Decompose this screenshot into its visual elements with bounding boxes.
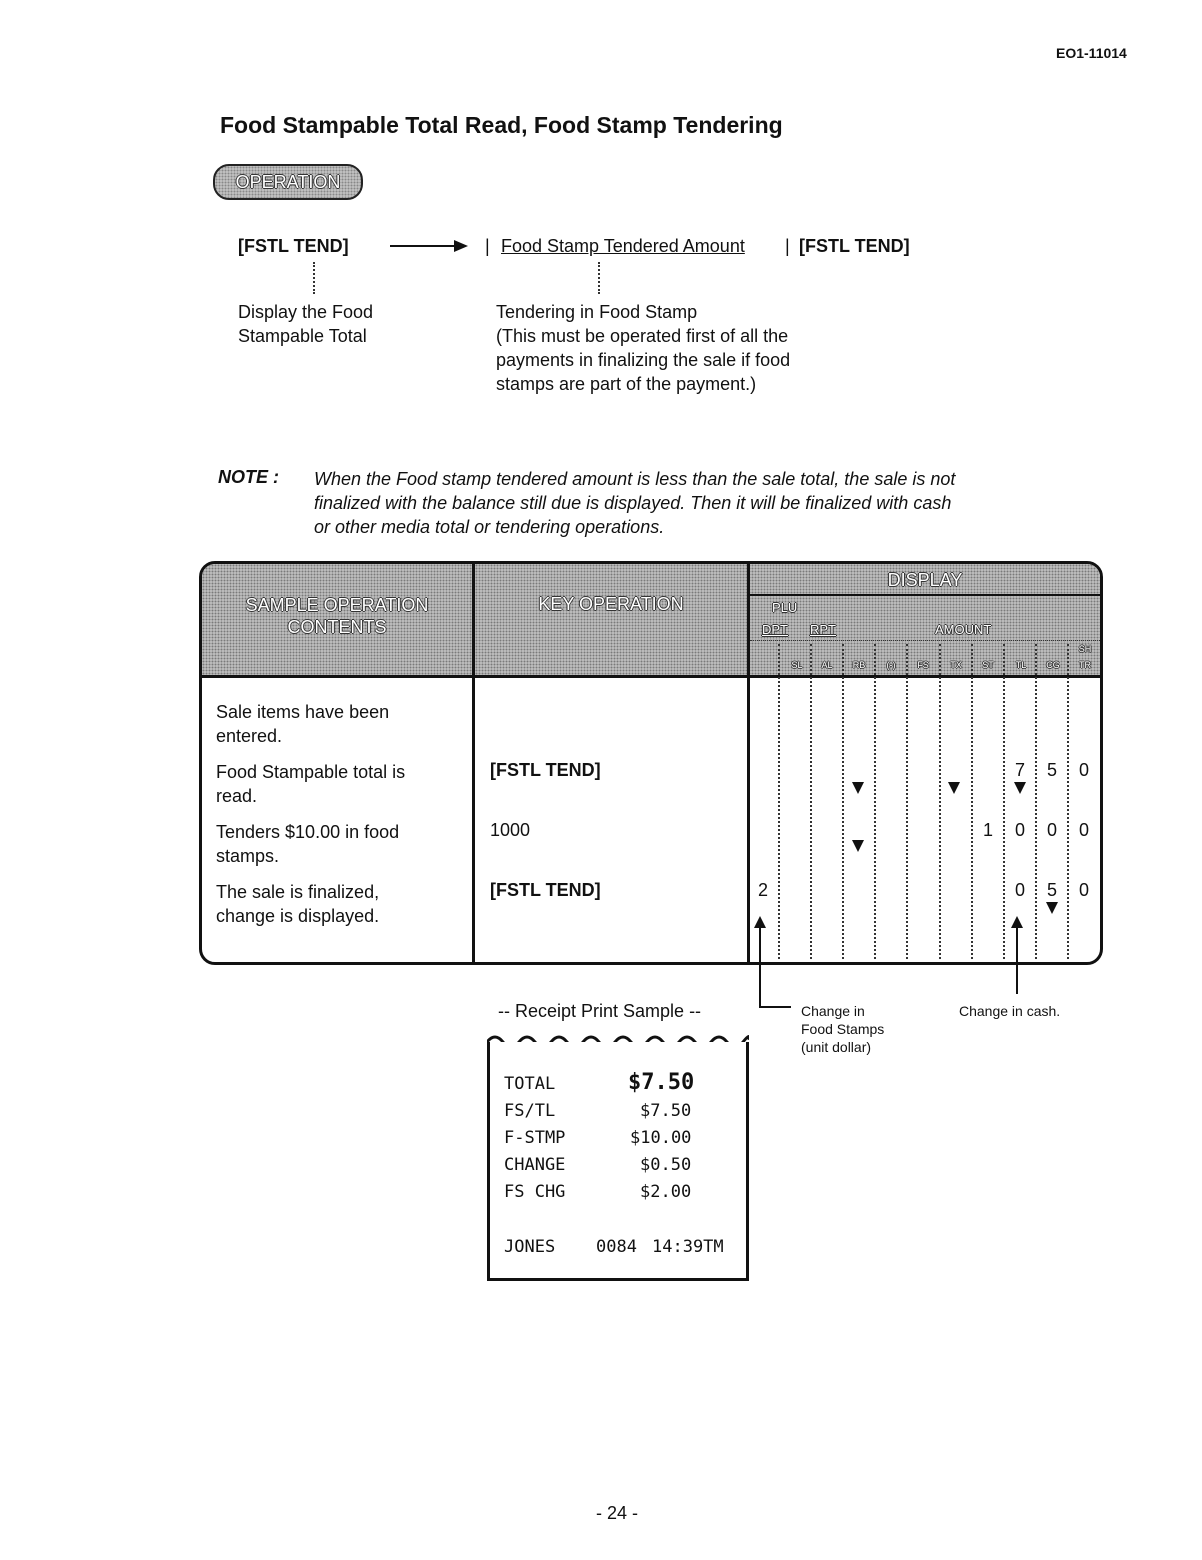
display-col-divider — [842, 644, 844, 959]
row-2-key: [FSTL TEND] — [490, 760, 601, 780]
operation-table — [199, 561, 1103, 965]
indicator-cg-triangle-icon — [1046, 902, 1058, 914]
caption-fs-change: Change in Food Stamps (unit dollar) — [801, 1003, 885, 1055]
callout-line-fs — [759, 928, 761, 1008]
flow-key-fstl-tend-2: [FSTL TEND] — [799, 236, 910, 256]
row-3-digit-tr: 0 — [1078, 820, 1089, 840]
receipt-fschg-label: FS CHG — [504, 1182, 566, 1202]
column-divider-1 — [472, 564, 475, 962]
header-plu: PLU — [772, 600, 798, 615]
header-sample-operation: SAMPLE OPERATION CONTENTS — [245, 595, 429, 637]
indicator-tx-triangle-icon — [948, 782, 960, 794]
indicator-st: ST — [982, 660, 994, 670]
receipt-fschg-value: $2.00 — [640, 1182, 692, 1202]
row-1-contents: Sale items have been entered. — [216, 702, 390, 746]
display-col-divider — [971, 644, 973, 959]
display-col-divider — [1003, 644, 1005, 959]
receipt-fstl-label: FS/TL — [504, 1101, 556, 1121]
column-divider-2 — [747, 564, 750, 962]
receipt-number: 0084 — [596, 1237, 637, 1257]
indicator-tl-triangle-icon — [1014, 782, 1026, 794]
indicator-al: AL — [821, 660, 833, 670]
header-dpt: DPT — [762, 622, 788, 637]
arrow-right-icon — [454, 240, 468, 252]
callout-line-fs-horizontal — [759, 1006, 791, 1008]
receipt-fstmp-label: F-STMP — [504, 1128, 566, 1148]
receipt-total-value: $7.50 — [628, 1070, 695, 1095]
row-2-digit-tl: 7 — [1014, 760, 1025, 780]
receipt-time: 14:39TM — [652, 1237, 724, 1257]
row-4-digit-dpt: 2 — [757, 880, 768, 900]
callout-line-cash — [1016, 928, 1018, 994]
indicator-tx: TX — [950, 660, 962, 670]
indicator-rb: RB — [852, 660, 866, 670]
indicator-rb-triangle-icon — [852, 782, 864, 794]
flow-connector-1 — [313, 262, 315, 294]
display-col-divider — [906, 644, 908, 959]
note-text: When the Food stamp tendered amount is less than the sale total, the sale is not finalized with the balance still due is displayed. Then it will be finalized with cash or other media total or tendering operations. — [314, 469, 956, 537]
row-4-contents: The sale is finalized, change is displayed. — [216, 882, 380, 926]
indicator-divider — [750, 640, 1100, 642]
caption-cash-change: Change in cash. — [959, 1003, 1061, 1019]
receipt — [487, 1042, 749, 1281]
row-2-digit-tr: 0 — [1078, 760, 1089, 780]
arrow-up-icon — [754, 916, 766, 928]
page-title: Food Stampable Total Read, Food Stamp Tendering — [220, 112, 783, 138]
operation-badge: OPERATION — [213, 164, 363, 200]
row-3-contents: Tenders $10.00 in food stamps. — [216, 822, 400, 866]
indicator-rb-triangle-icon — [852, 840, 864, 852]
row-3-digit-cg: 0 — [1046, 820, 1057, 840]
indicator-cg: CG — [1046, 660, 1060, 670]
row-4-digit-cg: 5 — [1046, 880, 1057, 900]
receipt-heading: -- Receipt Print Sample -- — [498, 1001, 702, 1021]
display-col-divider — [939, 644, 941, 959]
indicator-sl: SL — [791, 660, 803, 670]
display-col-divider — [1035, 644, 1037, 959]
flow-bar-right: | — [785, 236, 790, 256]
row-2-contents: Food Stampable total is read. — [216, 762, 406, 806]
header-amount: AMOUNT — [935, 622, 992, 637]
display-col-divider — [810, 644, 812, 959]
receipt-fstl-value: $7.50 — [640, 1101, 692, 1121]
receipt-clerk-name: JONES — [504, 1237, 556, 1257]
row-3-digit-tl: 0 — [1014, 820, 1025, 840]
row-3-key: 1000 — [490, 820, 531, 840]
row-4-key: [FSTL TEND] — [490, 880, 601, 900]
row-4-digit-tl: 0 — [1014, 880, 1025, 900]
row-3-digit-st: 1 — [982, 820, 993, 840]
flow-input-amount: Food Stamp Tendered Amount — [501, 236, 745, 256]
header-rpt: RPT — [810, 622, 836, 637]
row-2-digit-cg: 5 — [1046, 760, 1057, 780]
note-label: NOTE : — [218, 467, 279, 487]
page-number: - 24 - — [596, 1503, 639, 1523]
flow-description-1: Display the Food Stampable Total — [238, 302, 374, 346]
receipt-total-label: TOTAL — [504, 1074, 556, 1094]
receipt-fstmp-value: $10.00 — [630, 1128, 692, 1148]
indicator-tl: TL — [1015, 660, 1027, 670]
header-divider — [202, 675, 1100, 678]
header-key-operation: KEY OPERATION — [538, 594, 684, 614]
receipt-change-value: $0.50 — [640, 1155, 692, 1175]
indicator-tr: TR — [1079, 660, 1091, 670]
display-col-divider — [778, 644, 780, 959]
flow-connector-2 — [598, 262, 600, 294]
display-col-divider — [874, 644, 876, 959]
flow-bar-left: | — [485, 236, 490, 256]
receipt-change-label: CHANGE — [504, 1155, 566, 1175]
flow-key-fstl-tend-1: [FSTL TEND] — [238, 236, 349, 256]
flow-arrow-line — [390, 245, 454, 247]
document-id: EO1-11014 — [1056, 45, 1127, 61]
flow-description-2: Tendering in Food Stamp (This must be operated first of all the payments in finalizing the sale if food stamps are part of the payment.) — [496, 302, 791, 394]
display-header-divider — [750, 594, 1100, 596]
indicator-fs: FS — [917, 660, 929, 670]
header-sh: SH — [1078, 644, 1092, 654]
header-display: DISPLAY — [887, 570, 963, 590]
row-4-digit-tr: 0 — [1078, 880, 1089, 900]
indicator-minus: (-) — [886, 660, 896, 670]
display-col-divider — [1067, 644, 1069, 959]
arrow-up-icon — [1011, 916, 1023, 928]
